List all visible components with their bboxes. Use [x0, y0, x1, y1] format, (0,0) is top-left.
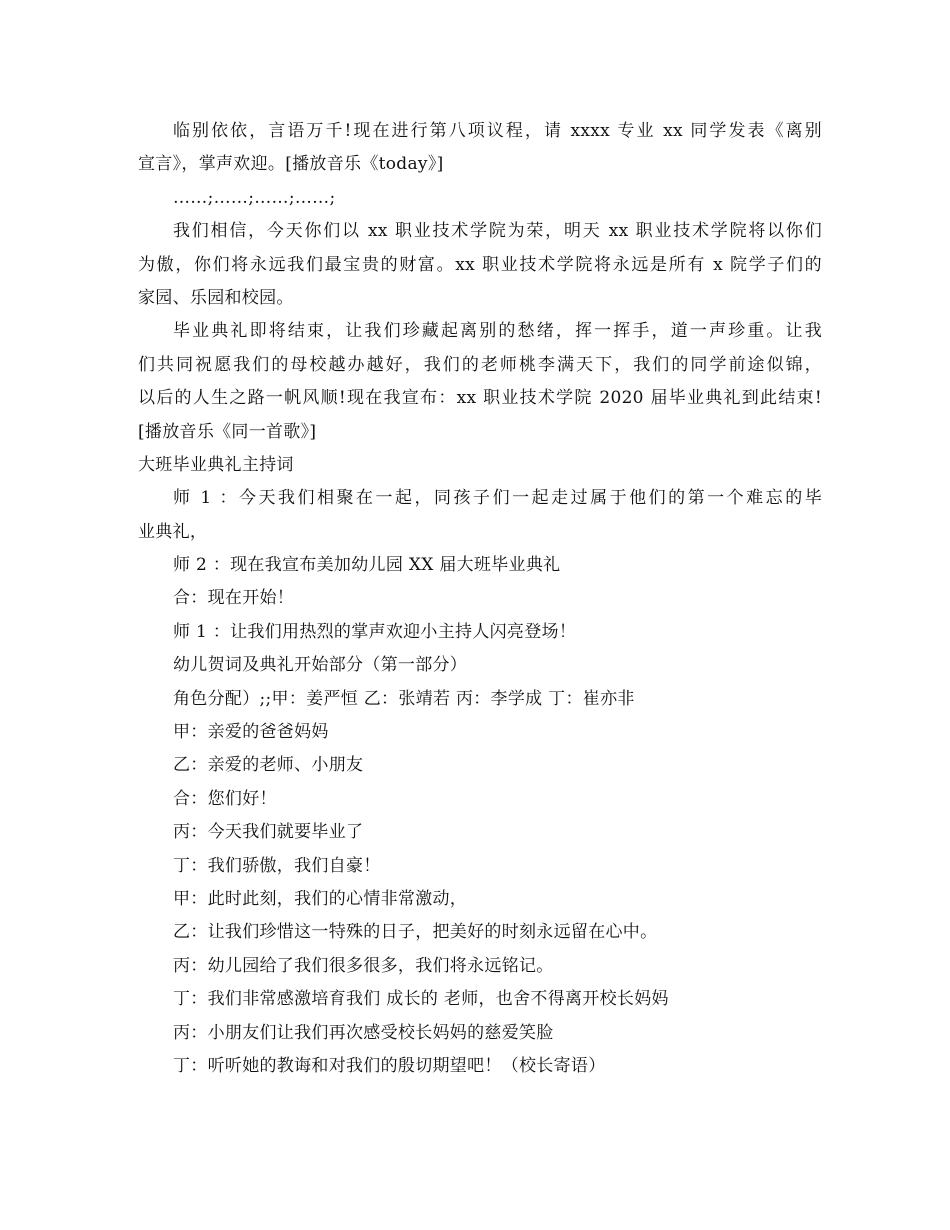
- text-line: 为傲，你们将永远我们最宝贵的财富。xx 职业技术学院将永远是所有 x 院学子们的: [138, 254, 822, 275]
- text-line: 幼儿贺词及典礼开始部分（第一部分）: [173, 655, 468, 676]
- text-line: 丁：我们非常感激培育我们 成长的 老师，也舍不得离开校长妈妈: [173, 989, 669, 1010]
- text-line: 临别依依，言语万千!现在进行第八项议程，请 xxxx 专业 xx 同学发表《离别: [173, 121, 822, 141]
- text-line: 甲：此时此刻，我们的心情非常激动，: [173, 888, 468, 909]
- text-line: 家园、乐园和校园。: [138, 287, 294, 308]
- text-line: 丁：听听她的教诲和对我们的殷切期望吧！（校长寄语）: [173, 1055, 606, 1076]
- text-line: ……;……;……;……;: [173, 187, 336, 208]
- text-line: 师 1 ：让我们用热烈的掌声欢迎小主持人闪亮登场！: [173, 621, 577, 642]
- text-line: 合：您们好！: [173, 788, 277, 809]
- text-line: [播放音乐《同一首歌》]: [138, 421, 317, 442]
- text-line: 合：现在开始！: [173, 588, 295, 609]
- text-line: 毕业典礼即将结束，让我们珍藏起离别的愁绪，挥一挥手，道一声珍重。让我: [173, 321, 822, 342]
- text-line: 甲：亲爱的爸爸妈妈: [173, 722, 329, 743]
- text-line: 以后的人生之路一帆风顺!现在我宣布：xx 职业技术学院 2020 届毕业典礼到此结束!: [138, 388, 822, 409]
- section-title: 大班毕业典礼主持词: [138, 454, 294, 475]
- text-line: 师 1 ：今天我们相聚在一起，同孩子们一起走过属于他们的第一个难忘的毕: [173, 488, 822, 509]
- text-line: 们共同祝愿我们的母校越办越好，我们的老师桃李满天下，我们的同学前途似锦，: [138, 354, 822, 375]
- text-line: 师 2 ：现在我宣布美加幼儿园 XX 届大班毕业典礼: [173, 555, 561, 576]
- text-line: 乙：让我们珍惜这一特殊的日子，把美好的时刻永远留在心中。: [173, 922, 658, 943]
- text-line: 丙：幼儿园给了我们很多很多，我们将永远铭记。: [173, 955, 554, 976]
- text-line: 宣言》，掌声欢迎。[播放音乐《today》]: [138, 154, 444, 175]
- text-line: 乙：亲爱的老师、小朋友: [173, 755, 364, 776]
- text-line: 丙：小朋友们让我们再次感受校长妈妈的慈爱笑脸: [173, 1022, 554, 1043]
- text-line: 角色分配）;;甲：姜严恒 乙：张靖若 丙：李学成 丁：崔亦非: [173, 688, 635, 709]
- text-line: 我们相信，今天你们以 xx 职业技术学院为荣，明天 xx 职业技术学院将以你们: [173, 221, 822, 242]
- text-line: 丙：今天我们就要毕业了: [173, 822, 364, 843]
- text-line: 业典礼，: [138, 521, 208, 542]
- document-body: [138, 115, 822, 1083]
- text-line: 丁：我们骄傲，我们自豪！: [173, 855, 381, 876]
